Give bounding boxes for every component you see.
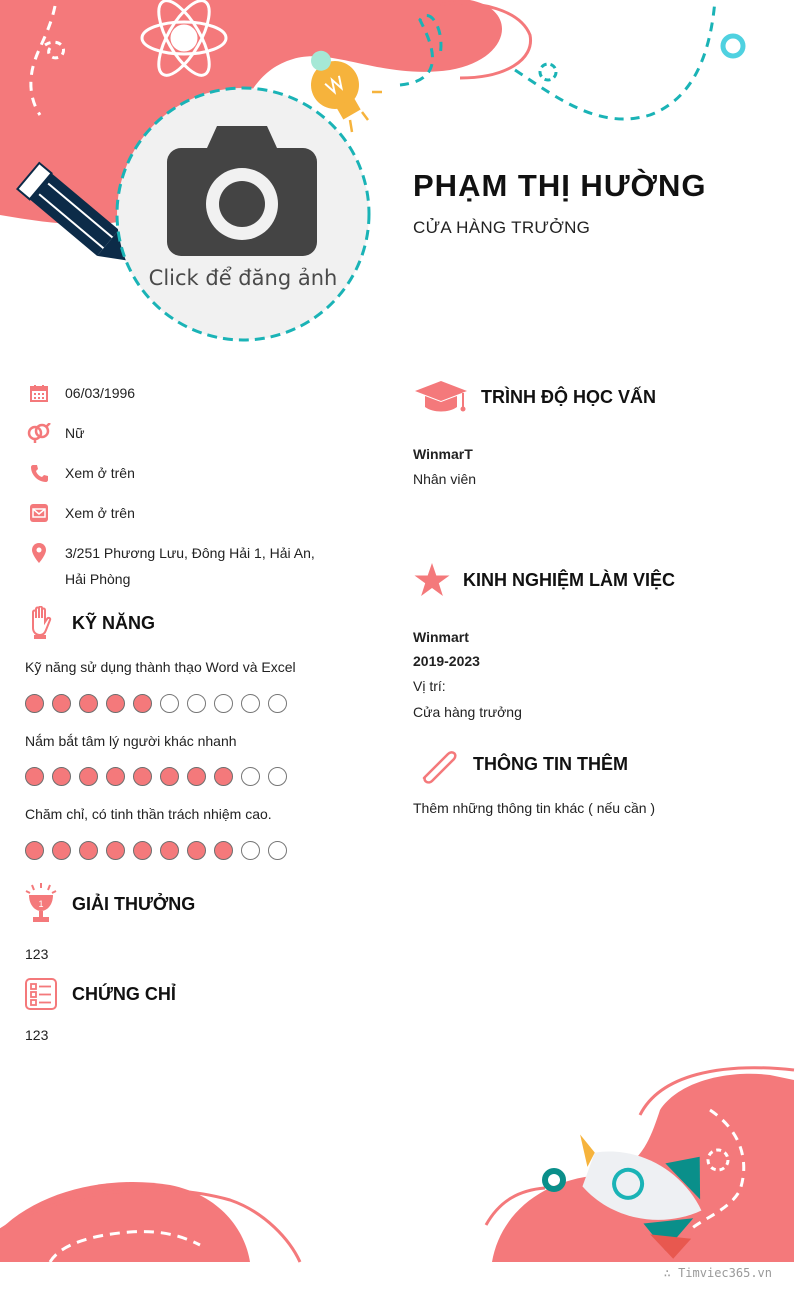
rating-dot-filled[interactable] [79,694,98,713]
rating-dot-empty[interactable] [241,841,260,860]
avatar-frame [112,80,374,348]
rating-dot-filled[interactable] [133,767,152,786]
experience-position-label[interactable]: Vị trí: [413,678,446,694]
rating-dot-filled[interactable] [187,841,206,860]
hand-icon [22,604,60,642]
email-icon [25,502,53,524]
trophy-icon [22,885,60,923]
contact-gender [25,422,355,446]
avatar-upload[interactable] [112,80,374,348]
svg-text:1: 1 [38,899,44,909]
section-title[interactable]: THÔNG TIN THÊM [473,753,628,774]
rating-dot-filled[interactable] [79,841,98,860]
phone-icon [25,462,53,484]
education-detail[interactable]: Nhân viên [413,471,477,487]
rating-dot-filled[interactable] [187,767,206,786]
gender-icon [25,422,53,444]
rating-dot-filled[interactable] [106,767,125,786]
rating-dot-filled[interactable] [25,767,44,786]
section-title[interactable]: KỸ NĂNG [72,612,156,633]
rating-dot-empty[interactable] [214,694,233,713]
contact-text[interactable]: Xem ở trên [65,465,135,481]
rating-dot-filled[interactable] [52,767,71,786]
rating-dot-empty[interactable] [241,694,260,713]
candidate-job-title[interactable]: CỬA HÀNG TRƯỞNG [413,218,591,237]
awards-text[interactable]: 123 [25,946,49,962]
contact-text[interactable]: Nữ [65,425,85,441]
rating-dot-filled[interactable] [133,694,152,713]
rating-dot-filled[interactable] [214,841,233,860]
candidate-name[interactable]: PHẠM THỊ HƯỜNG [413,168,707,203]
skill-rating[interactable] [25,767,295,786]
experience-position[interactable]: Cửa hàng trưởng [413,704,522,720]
skills-heading [22,604,155,642]
extra-info-heading [413,745,628,783]
skill-name[interactable]: Kỹ năng sử dụng thành thạo Word và Excel [25,659,296,675]
watermark [664,1266,772,1280]
rating-dot-empty[interactable] [241,767,260,786]
rating-dot-filled[interactable] [52,841,71,860]
experience-heading [413,561,675,599]
rating-dot-empty[interactable] [268,767,287,786]
contact-birthday [25,382,355,406]
watermark-text: Timviec365.vn [678,1266,772,1280]
rating-dot-filled[interactable] [133,841,152,860]
certificates-heading [22,975,176,1013]
avatar-upload-label: Click để đăng ảnh [148,266,338,290]
location-icon [25,542,53,564]
contact-email [25,502,355,526]
contact-list [25,382,355,608]
rating-dot-filled[interactable] [214,767,233,786]
skill-rating[interactable] [25,841,295,860]
skill-name[interactable]: Nắm bắt tâm lý người khác nhanh [25,733,237,749]
star-icon [413,561,451,599]
education-school[interactable]: WinmarT [413,446,473,462]
graduation-cap-icon [413,378,469,416]
certificates-text[interactable]: 123 [25,1027,49,1043]
education-heading [413,378,656,416]
experience-company[interactable]: Winmart [413,629,469,645]
contact-text[interactable]: Xem ở trên [65,505,135,521]
watermark-mark: ∴ [663,1266,679,1280]
rating-dot-filled[interactable] [160,841,179,860]
rating-dot-empty[interactable] [268,694,287,713]
rating-dot-filled[interactable] [25,841,44,860]
experience-period[interactable]: 2019-2023 [413,653,480,669]
skill-rating[interactable] [25,694,295,713]
rating-dot-empty[interactable] [187,694,206,713]
section-title[interactable]: KINH NGHIỆM LÀM VIỆC [463,569,676,590]
section-title[interactable]: CHỨNG CHỈ [72,983,176,1004]
contact-address [25,542,355,592]
contact-text[interactable]: 3/251 Phương Lưu, Đông Hải 1, Hải An, Hải Phòng [65,545,315,587]
awards-heading [22,885,195,923]
rating-dot-filled[interactable] [52,694,71,713]
contact-phone [25,462,355,486]
rating-dot-filled[interactable] [106,841,125,860]
checklist-icon [22,975,60,1013]
rating-dot-empty[interactable] [160,694,179,713]
contact-text[interactable]: 06/03/1996 [65,385,136,401]
skill-name[interactable]: Chăm chỉ, có tinh thần trách nhiệm cao. [25,806,272,822]
rating-dot-filled[interactable] [79,767,98,786]
rating-dot-filled[interactable] [160,767,179,786]
section-title[interactable]: TRÌNH ĐỘ HỌC VẤN [481,386,656,407]
extra-info-text[interactable]: Thêm những thông tin khác ( nếu cần ) [413,800,656,816]
paperclip-icon [413,745,461,783]
rating-dot-filled[interactable] [25,694,44,713]
calendar-icon [25,382,53,404]
rating-dot-empty[interactable] [268,841,287,860]
section-title[interactable]: GIẢI THƯỞNG [72,893,196,914]
rating-dot-filled[interactable] [106,694,125,713]
